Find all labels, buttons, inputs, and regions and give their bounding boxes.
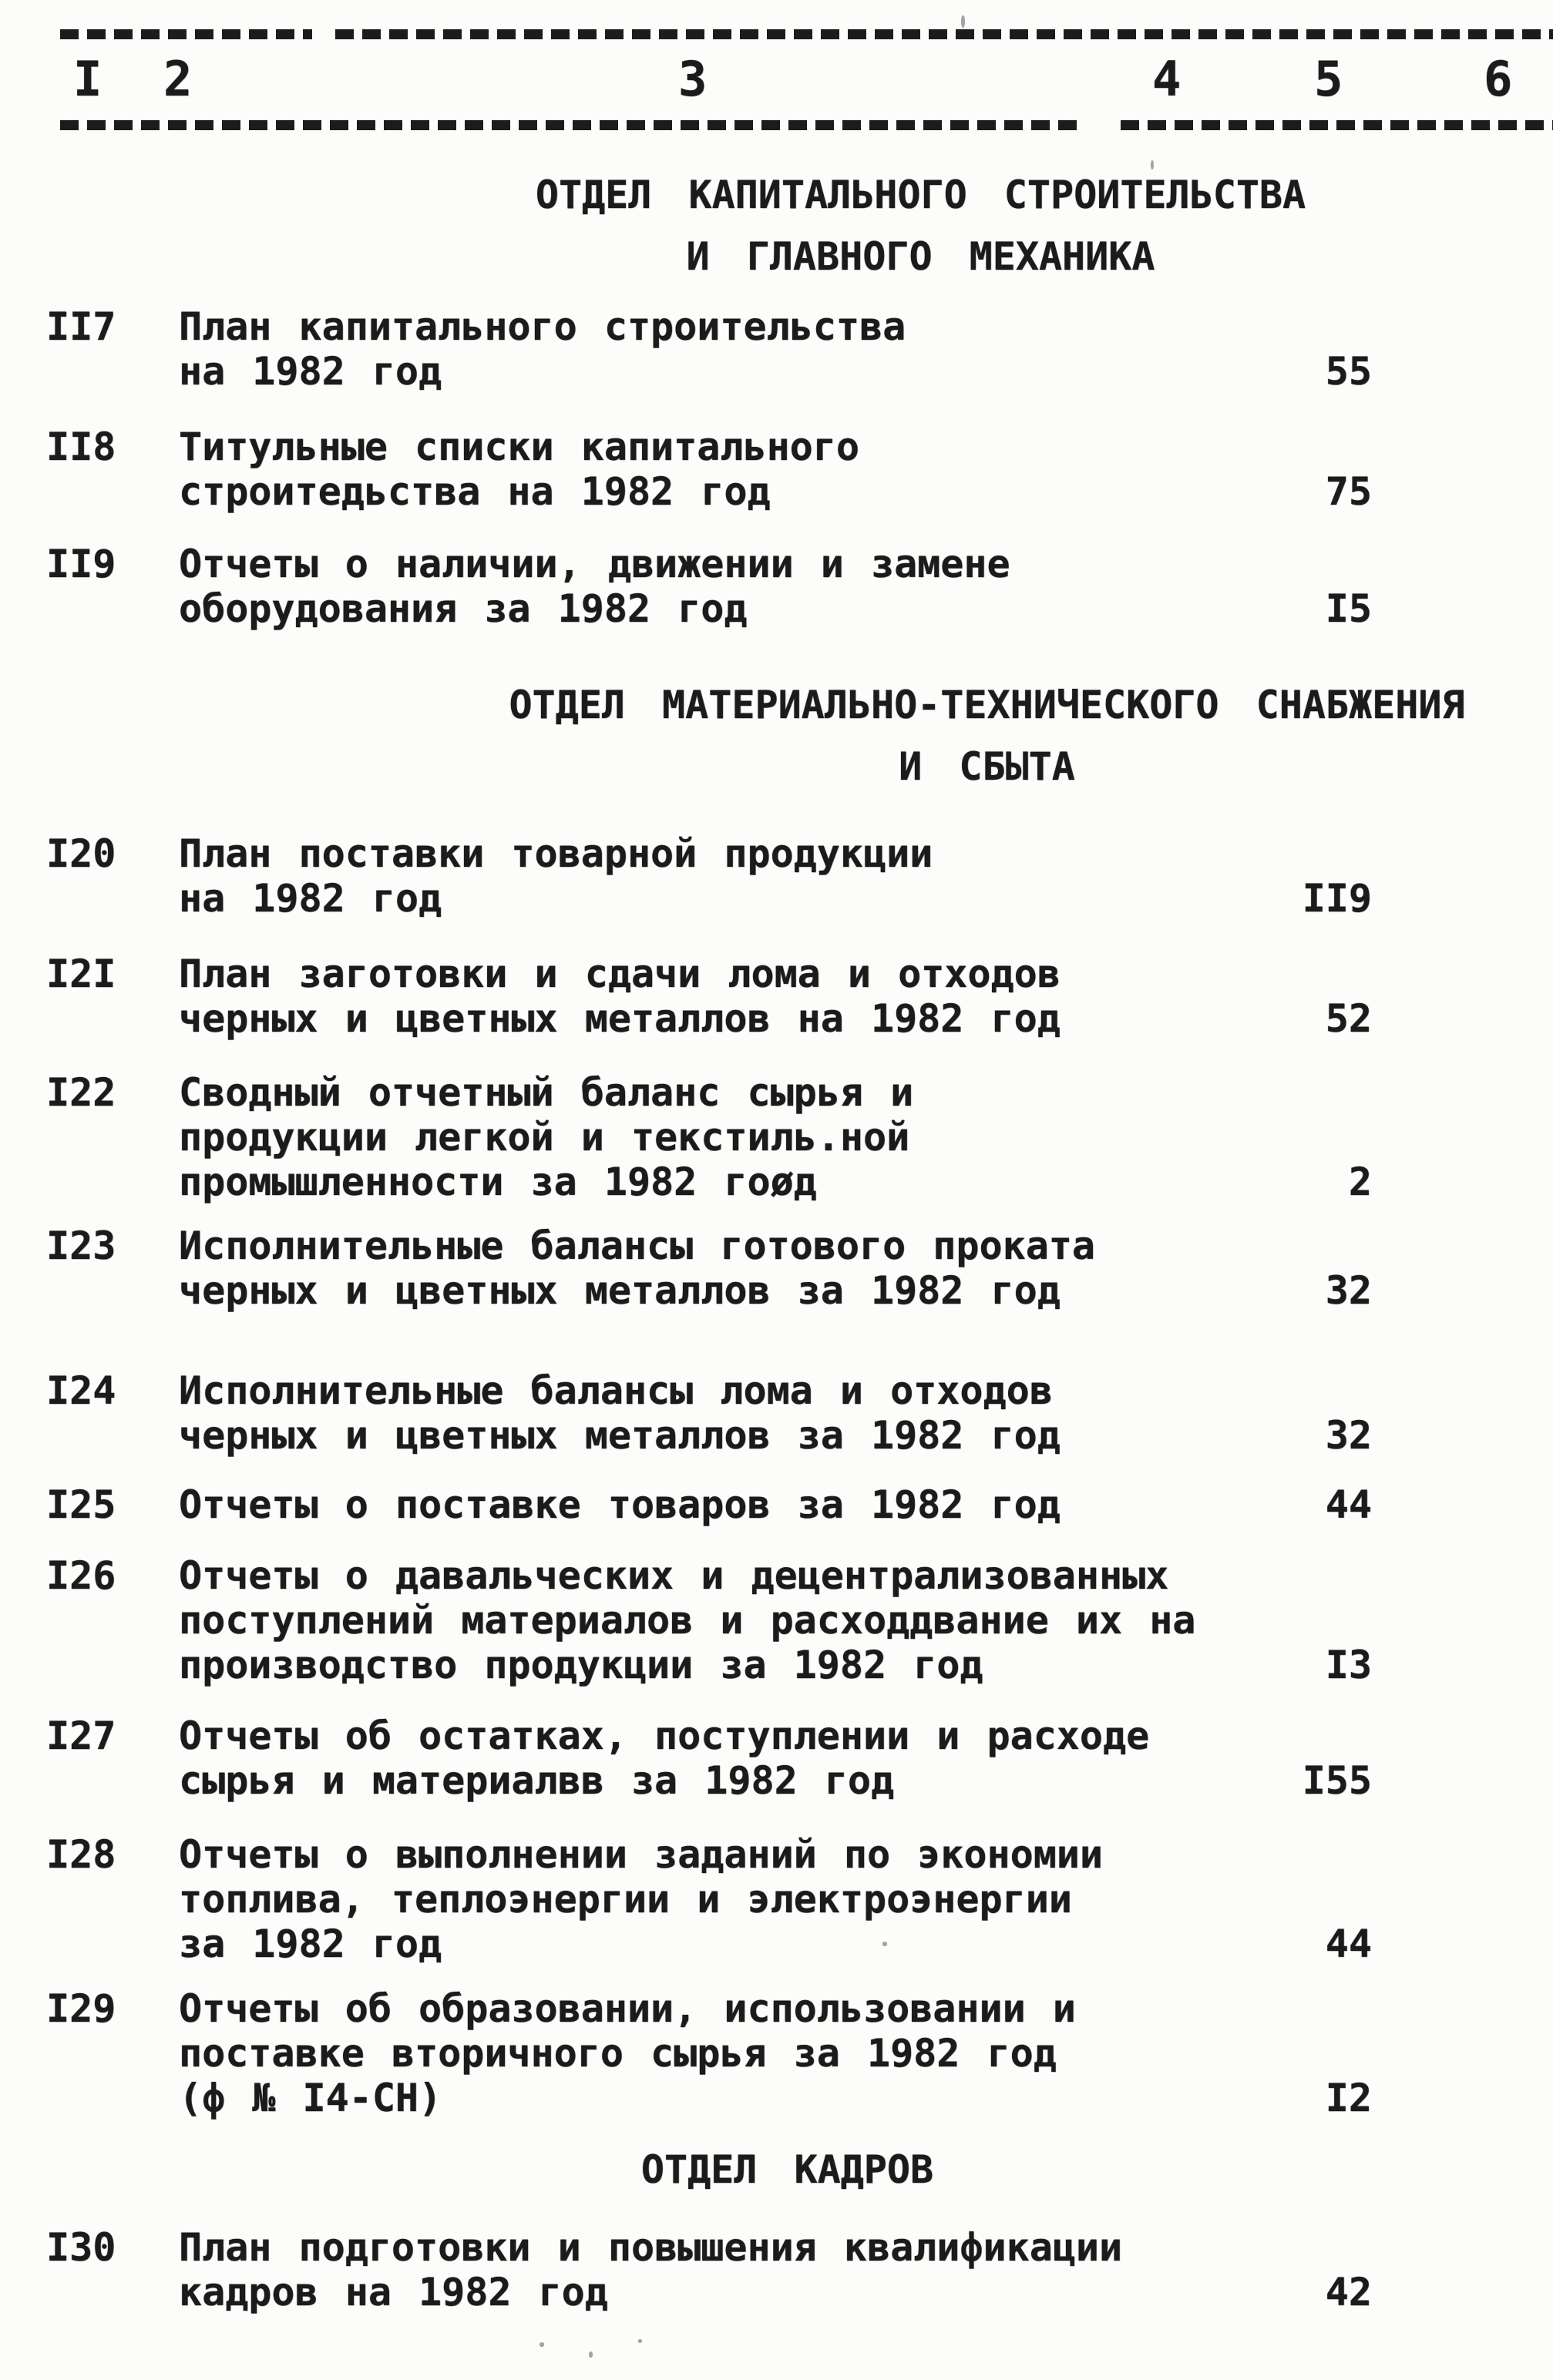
item-number: I2I [46,952,116,996]
table-row [0,425,1553,514]
scan-speck [638,2339,642,2343]
table-row [0,542,1553,631]
item-description-line: План заготовки и сдачи лома и отходов [179,952,1061,996]
item-number: II7 [46,304,116,349]
item-page-count: I3 [1325,1643,1372,1687]
item-page-count: 44 [1325,1482,1372,1527]
table-row [0,304,1553,394]
rule-gap [312,29,335,39]
rule-segment [335,29,1553,39]
scan-speck [882,1942,887,1946]
item-description-line: План капитального строительства [179,304,906,349]
item-description-line: Отчеты о наличии, движении и замене [179,542,1010,586]
rule-segment [60,29,312,39]
item-description-line: строитедьства на 1982 год [179,469,771,514]
section-title [210,674,1553,797]
item-page-count: 55 [1325,349,1372,394]
item-description-line: Исполнительные балансы готового проката [179,1224,1095,1268]
scan-speck [1151,160,1154,170]
item-description [179,1553,1227,1687]
item-description [179,1224,1227,1313]
item-description-line: Отчеты об остатках, поступлении и расходе [179,1714,1150,1758]
table-row [0,1986,1553,2120]
item-description-line: Отчеты о выполнении заданий по экономии [179,1832,1103,1877]
item-page-count: 42 [1325,2270,1372,2315]
item-description-line: поступлений материалов и расходдвание их на [179,1598,1196,1643]
item-description [179,831,1227,921]
item-number: I28 [46,1832,116,1877]
item-description-line: производство продукции за 1982 год [179,1643,983,1687]
table-row [0,1553,1553,1687]
section-title [11,2139,1553,2200]
table-row [0,2225,1553,2315]
column-number-5: 5 [1314,51,1343,107]
item-description-line: черных и цветных металлов за 1982 год [179,1413,1061,1458]
item-description [179,1714,1227,1803]
table-row [0,1832,1553,1966]
table-row [0,1714,1553,1803]
item-number: II9 [46,542,116,586]
scan-speck [961,15,965,28]
item-description [179,425,1227,514]
column-number-3: 3 [678,51,708,107]
table-row [0,952,1553,1041]
item-description-line: черных и цветных металлов на 1982 год [179,996,1061,1041]
item-page-count: 52 [1325,996,1372,1041]
item-number: I27 [46,1714,116,1758]
item-description-line: на 1982 год [179,349,442,394]
column-number-6: 6 [1484,51,1513,107]
item-number: I30 [46,2225,116,2270]
item-description-line: сырья и материалвв за 1982 год [179,1758,895,1803]
item-description-line: Сводный отчетный баланс сырья и [179,1070,914,1115]
item-page-count: I55 [1302,1758,1372,1803]
item-page-count: 32 [1325,1413,1372,1458]
item-page-count: II9 [1302,876,1372,921]
rule-gap [1085,120,1121,130]
item-description [179,1986,1227,2120]
item-page-count: 44 [1325,1922,1372,1966]
dashed-rule-top [60,29,1553,39]
item-description [179,1832,1227,1966]
section-title-line: ОТДЕЛ КАДРОВ [640,2147,934,2192]
item-description-line: топлива, теплоэнергии и электроэнергии [179,1877,1072,1922]
column-number-2: 2 [163,51,193,107]
item-number: I22 [46,1070,116,1115]
item-description [179,1482,1227,1527]
item-description [179,2225,1227,2315]
item-number: I23 [46,1224,116,1268]
item-description-line: Отчеты о поставке товаров за 1982 год [179,1482,1061,1527]
section-title-line: ОТДЕЛ МАТЕРИАЛЬНО-ТЕХНИЧЕСКОГО СНАБЖЕНИЯ [509,683,1465,727]
item-description [179,1070,1227,1204]
item-description-line: черных и цветных металлов за 1982 год [179,1268,1061,1313]
item-description-line: Титульные списки капитального [179,425,859,469]
table-row [0,1368,1553,1458]
item-page-count: 75 [1325,469,1372,514]
item-number: I20 [46,831,116,876]
rule-segment [60,120,1085,130]
item-description-line: (ф № I4-СН) [179,2076,442,2120]
item-description [179,952,1227,1041]
item-page-count: I5 [1325,586,1372,631]
table-row [0,1482,1553,1527]
rule-segment [1121,120,1553,130]
item-description-line: Исполнительные балансы лома и отходов [179,1368,1053,1413]
column-number-4: 4 [1152,51,1182,107]
item-page-count: 32 [1325,1268,1372,1313]
scan-speck [540,2342,544,2347]
section-title-line: И ГЛАВНОГО МЕХАНИКА [686,234,1155,279]
item-description-line: Отчеты о давальческих и децентрализованных [179,1553,1169,1598]
item-page-count: I2 [1325,2076,1372,2120]
item-description-line: План поставки товарной продукции [179,831,933,876]
table-row [0,1070,1553,1204]
item-number: II8 [46,425,116,469]
item-description [179,542,1227,631]
item-page-count: 2 [1348,1160,1372,1204]
table-row [0,831,1553,921]
item-number: I26 [46,1553,116,1598]
item-number: I29 [46,1986,116,2031]
section-title [144,164,1553,287]
item-description [179,304,1227,394]
column-number-1: I [73,51,103,107]
item-description-line: промышленности за 1982 гоøд [179,1160,817,1204]
item-description-line: продукции легкой и текстиль.ной [179,1115,910,1160]
item-number: I24 [46,1368,116,1413]
item-description-line: Отчеты об образовании, использовании и [179,1986,1076,2031]
item-description-line: оборудования за 1982 год [179,586,748,631]
item-description [179,1368,1227,1458]
item-description-line: План подготовки и повышения квалификации [179,2225,1123,2270]
column-header-row [0,51,1553,108]
item-description-line: поставке вторичного сырья за 1982 год [179,2031,1057,2076]
item-description-line: за 1982 год [179,1922,442,1966]
item-number: I25 [46,1482,116,1527]
scan-speck [589,2351,593,2358]
table-row [0,1224,1553,1313]
section-title-line: И СБЫТА [899,744,1075,789]
section-title-line: ОТДЕЛ КАПИТАЛЬНОГО СТРОИТЕЛЬСТВА [535,173,1306,217]
dashed-rule-bottom [60,120,1553,130]
item-description-line: на 1982 год [179,876,442,921]
item-description-line: кадров на 1982 год [179,2270,608,2315]
